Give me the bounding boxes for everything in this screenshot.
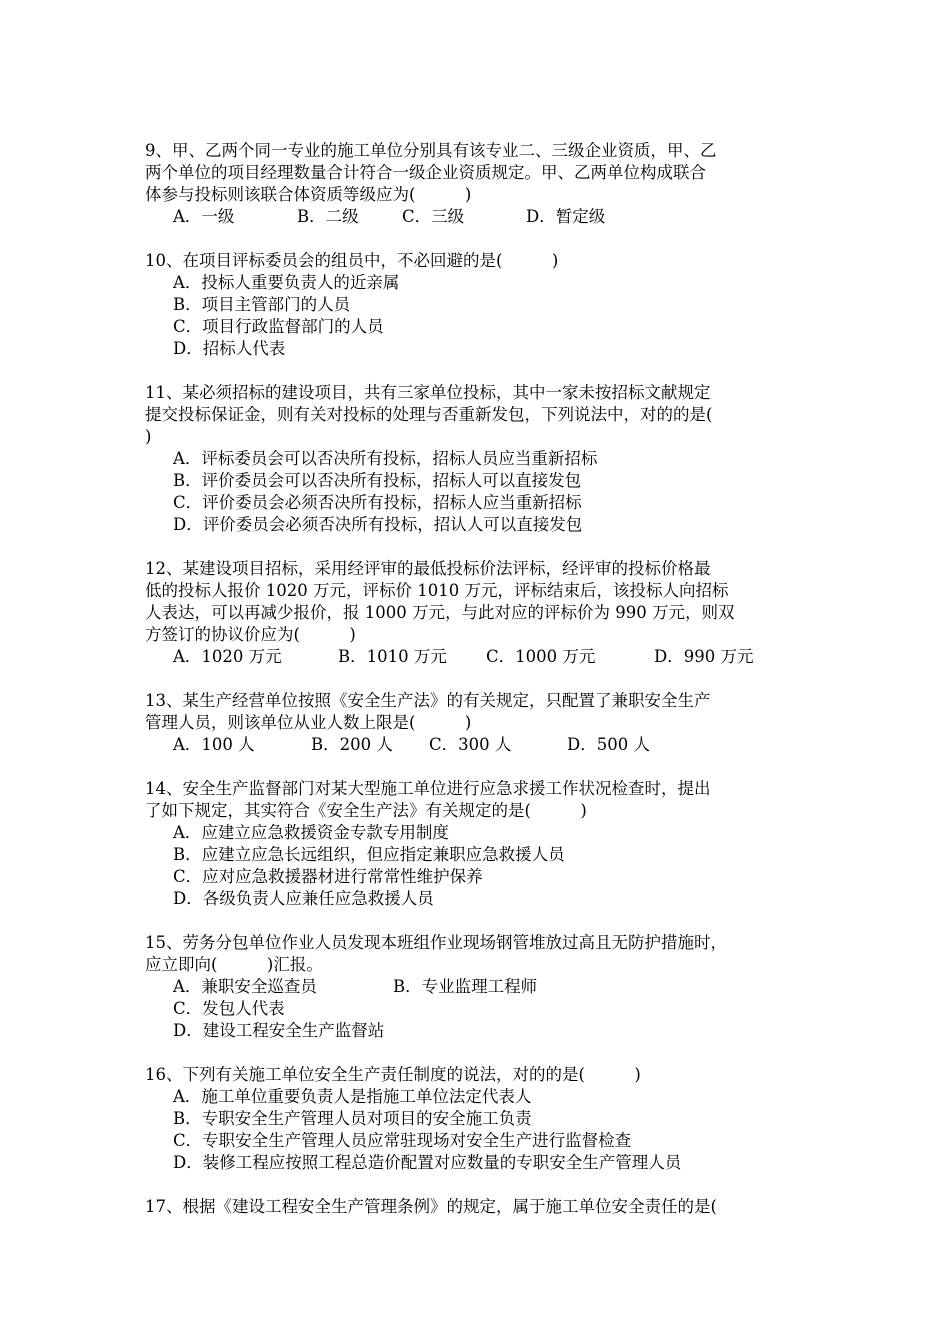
stem-line: 15、劳务分包单位作业人员发现本班组作业现场钢管堆放过高且无防护措施时， <box>145 933 727 952</box>
stem-line: 12、某建设项目招标，采用经评审的最低投标价法评标，经评审的投标价格最 <box>145 559 711 578</box>
stem-line: 两个单位的项目经理数量合计符合一级企业资质规定。甲、乙两单位构成联合 <box>145 163 706 182</box>
stem-line: 17、根据《建设工程安全生产管理条例》的规定，属于施工单位安全责任的是( <box>145 1197 717 1216</box>
option-c: C．1000 万元 <box>486 647 596 666</box>
question-stem <box>145 1064 805 1086</box>
stem-line: 体参与投标则该联合体资质等级应为( ) <box>145 185 472 204</box>
stem-line: ) <box>145 427 152 446</box>
stem-line: 11、某必须招标的建设项目，共有三家单位投标，其中一家未按招标文献规定 <box>145 383 711 402</box>
option-a: A．投标人重要负责人的近亲属 <box>173 273 400 292</box>
option-b: B．专业监理工程师 <box>393 977 538 996</box>
question-17 <box>145 1196 805 1218</box>
option-d: D．建设工程安全生产监督站 <box>173 1021 385 1040</box>
question-15 <box>145 932 805 1042</box>
option-b: B．项目主管部门的人员 <box>173 295 351 314</box>
stem-line: 了如下规定，其实符合《安全生产法》有关规定的是( ) <box>145 801 587 820</box>
stem-line: 9、甲、乙两个同一专业的施工单位分别具有该专业二、三级企业资质，甲、乙 <box>145 141 717 160</box>
stem-line: 低的投标人报价 1020 万元，评标价 1010 万元，评标结束后，该投标人向招标 <box>145 581 729 600</box>
option-b: B．专职安全生产管理人员对项目的安全施工负责 <box>173 1109 532 1128</box>
option-a: A．施工单位重要负责人是指施工单位法定代表人 <box>173 1087 532 1106</box>
option-b: B．1010 万元 <box>338 647 447 666</box>
question-stem <box>145 690 805 734</box>
question-stem <box>145 250 805 272</box>
option-a: A．兼职安全巡查员 <box>173 977 317 996</box>
option-d: D．暂定级 <box>526 207 606 226</box>
option-b: B．二级 <box>297 207 359 226</box>
option-c: C．项目行政监督部门的人员 <box>173 317 384 336</box>
option-a: A．1020 万元 <box>173 647 282 666</box>
stem-line: 管理人员，则该单位从业人数上限是( ) <box>145 713 472 732</box>
option-d: D．招标人代表 <box>173 339 286 358</box>
question-9 <box>145 140 805 228</box>
stem-line: 应立即向( )汇报。 <box>145 955 323 974</box>
stem-line: 13、某生产经营单位按照《安全生产法》的有关规定，只配置了兼职安全生产 <box>145 691 711 710</box>
option-d: D．990 万元 <box>654 647 754 666</box>
option-a: A．100 人 <box>173 735 255 754</box>
option-b: B．评价委员会可以否决所有投标，招标人可以直接发包 <box>173 471 582 490</box>
option-c: C．300 人 <box>429 735 512 754</box>
option-row <box>145 734 805 756</box>
question-13 <box>145 690 805 756</box>
option-a: A．一级 <box>173 207 235 226</box>
option-b: B．200 人 <box>311 735 393 754</box>
stem-line: 14、安全生产监督部门对某大型施工单位进行应急求援工作状况检查时，提出 <box>145 779 711 798</box>
option-b: B．应建立应急长远组织，但应指定兼职应急救援人员 <box>173 845 565 864</box>
option-a: A．应建立应急救援资金专款专用制度 <box>173 823 449 842</box>
option-c: C．三级 <box>402 207 465 226</box>
stem-line: 16、下列有关施工单位安全生产责任制度的说法，对的的是( ) <box>145 1065 641 1084</box>
option-c: C．应对应急救援器材进行常常性维护保养 <box>173 867 483 886</box>
question-list <box>145 140 805 1240</box>
stem-line: 10、在项目评标委员会的组员中，不必回避的是( ) <box>145 251 559 270</box>
option-d: D．500 人 <box>567 735 650 754</box>
question-stem <box>145 140 805 206</box>
question-stem <box>145 932 805 976</box>
option-d: D．各级负责人应兼任应急救援人员 <box>173 889 434 908</box>
question-stem <box>145 1196 805 1218</box>
option-d: D．装修工程应按照工程总造价配置对应数量的专职安全生产管理人员 <box>173 1153 682 1172</box>
question-stem <box>145 558 805 646</box>
option-a: A．评标委员会可以否决所有投标，招标人员应当重新招标 <box>173 449 598 468</box>
option-row <box>145 206 805 228</box>
question-stem <box>145 778 805 822</box>
question-11 <box>145 382 805 536</box>
stem-line: 提交投标保证金，则有关对投标的处理与否重新发包，下列说法中，对的的是( <box>145 405 713 424</box>
question-stem <box>145 382 805 448</box>
question-10 <box>145 250 805 360</box>
question-16 <box>145 1064 805 1174</box>
option-row <box>145 976 805 998</box>
option-c: C．专职安全生产管理人员应常驻现场对安全生产进行监督检查 <box>173 1131 632 1150</box>
option-c: C．发包人代表 <box>173 999 285 1018</box>
question-12 <box>145 558 805 668</box>
stem-line: 方签订的协议价应为( ) <box>145 625 356 644</box>
stem-line: 人表达，可以再减少报价，报 1000 万元，与此对应的评标价为 990 万元，则双 <box>145 603 735 622</box>
option-d: D．评价委员会必须否决所有投标，招认人可以直接发包 <box>173 515 583 534</box>
option-c: C．评价委员会必须否决所有投标，招标人应当重新招标 <box>173 493 582 512</box>
question-14 <box>145 778 805 910</box>
option-row <box>145 646 805 668</box>
